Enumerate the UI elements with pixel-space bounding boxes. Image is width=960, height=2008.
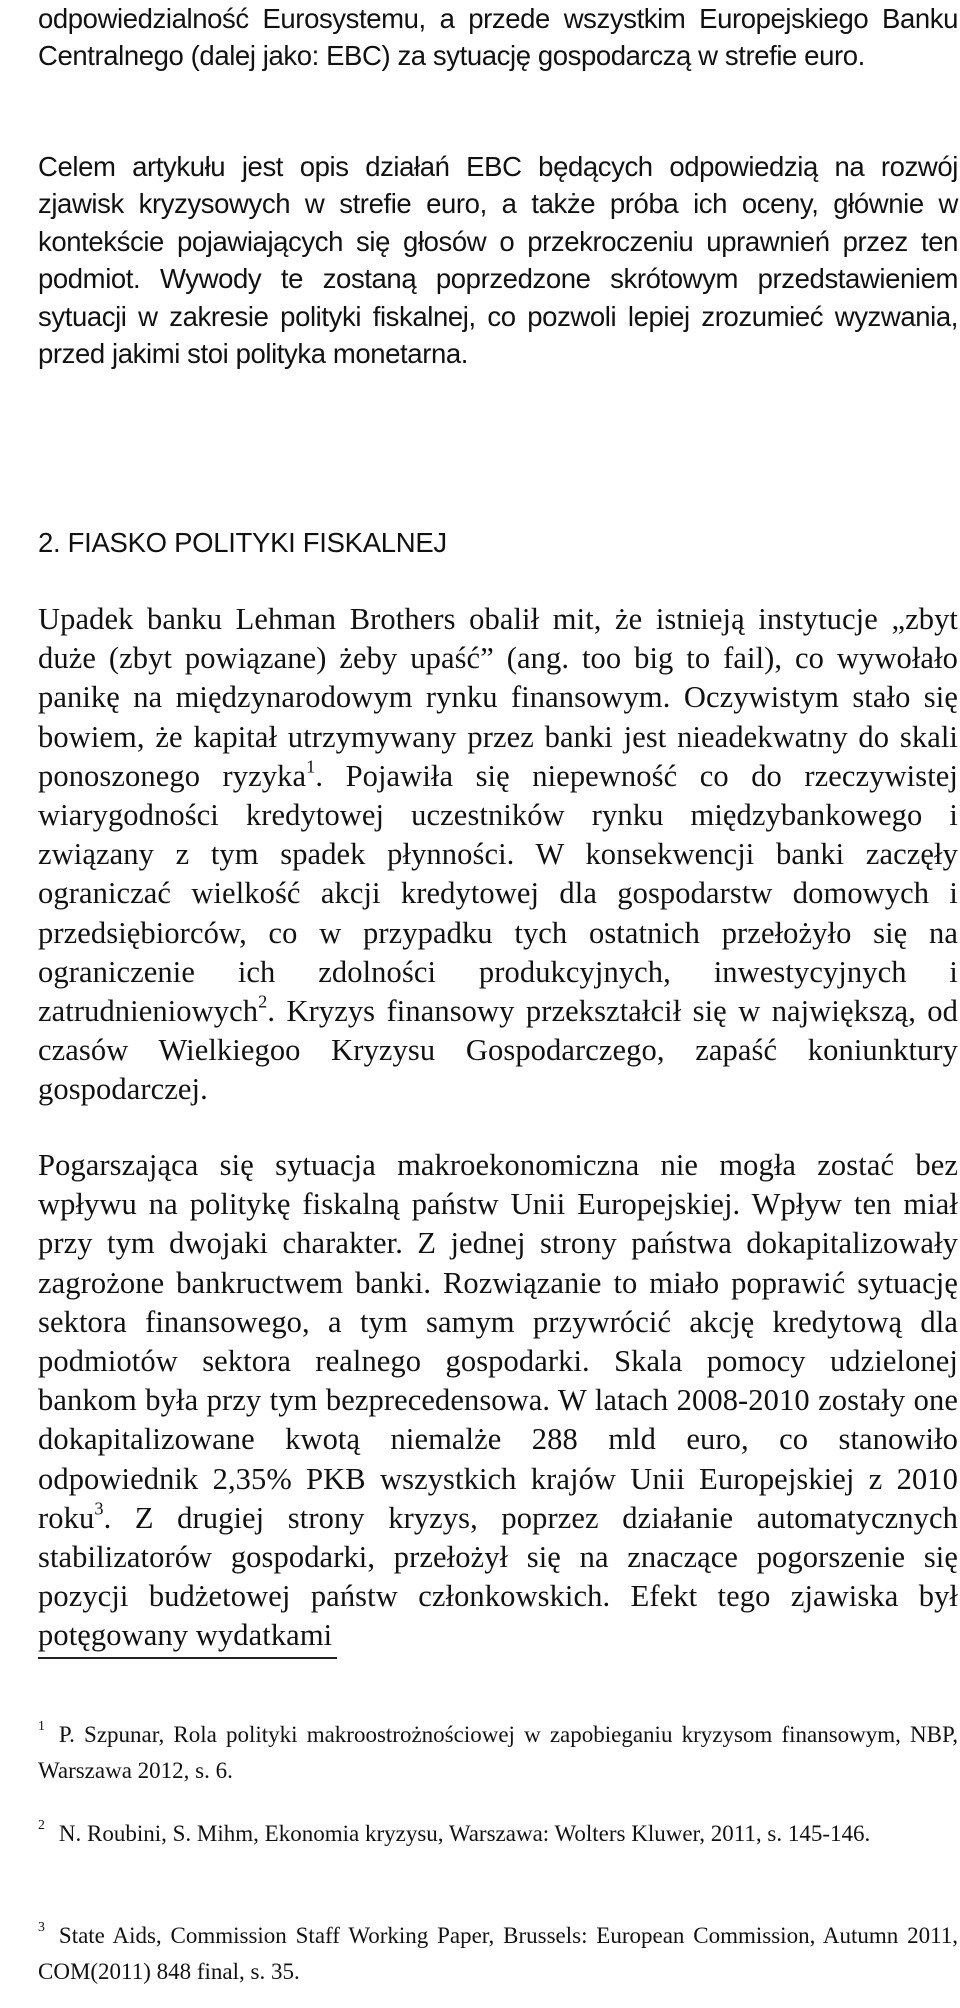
paragraph-text: Pogarszająca się sytuacja makroekonomiczna nie mogła zostać bez wpływu na politykę fiskalną państw Unii Europejskiej. Wpływ ten miał przy tym dwojaki charakter. Z jednej strony państwa dokapitalizowały zagrożone bankructwem banki. Rozwiązanie to miało poprawić sytuację sektora finansowego, a tym samym przywrócić akcję kredytową dla podmiotów sektora realnego gospodarki. Skala pomocy udzielonej bankom była przy tym bezprecedensowa. W latach 2008-2010 zostały one dokapitalizowane kwotą niemalże 288 mld euro, co stanowiło odpowiednik 2,35% PKB wszystkich krajów Unii Europejskiej z 2010 roku — [38, 1148, 958, 1535]
footnote-1 — [38, 1717, 958, 1788]
paragraph-text: . Kryzys finansowy przekształcił się w największą, od czasów Wielkiegoo Kryzysu Gospodarczego, zapaść koniunktury gospodarczej. — [38, 994, 958, 1107]
footnote-number: 3 — [38, 1919, 45, 1935]
intro-paragraph-continued: odpowiedzialność Eurosystemu, a przede wszystkim Europejskiego Banku Centralnego (dalej jako: EBC) za sytuację gospodarczą w strefie euro. — [38, 3, 958, 72]
footnote-2 — [38, 1816, 958, 1852]
footnote-number: 2 — [38, 1817, 45, 1833]
article-purpose-paragraph: Celem artykułu jest opis działań EBC będących odpowiedzią na rozwój zjawisk kryzysowych w strefie euro, a także próba ich oceny, głównie w kontekście pojawiających się głosów o przekroczeniu uprawnień przez ten podmiot. Wywody te zostaną poprzedzone skrótowym przedstawieniem sytuacji w zakresie polityki fiskalnej, co pozwoli lepiej zrozumieć wyzwania, przed jakimi stoi polityka monetarna. — [38, 151, 958, 370]
footnote-text: N. Roubini, S. Mihm, Ekonomia kryzysu, Warszawa: Wolters Kluwer, 2011, s. 145-146. — [58, 1821, 871, 1846]
paragraph-text: . Pojawiła się niepewność co do rzeczywistej wiarygodności kredytowej uczestników rynku międzybankowego i związany z tym spadek płynności. W konsekwencji banki zaczęły ograniczać wielkość akcji kredytowej dla gospodarstw domowych i przedsiębiorców, co w przypadku tych ostatnich przełożyło się na ograniczenie ich zdolności produkcyjnych, inwestycyjnych i zatrudnieniowych — [38, 758, 958, 1029]
footnote-reference-1[interactable]: 1 — [306, 756, 316, 777]
section-paragraph-2 — [38, 1146, 958, 1656]
footnote-separator — [38, 1657, 337, 1659]
footnote-number: 1 — [38, 1718, 45, 1734]
footnote-3 — [38, 1918, 958, 1989]
footnote-text: State Aids, Commission Staff Working Paper, Brussels: European Commission, Autumn 2011, COM(2011) 848 final, s. 35. — [38, 1923, 958, 1984]
paragraph-text: . Z drugiej strony kryzys, poprzez działanie automatycznych stabilizatorów gospodarki, przełożył się na znaczące pogorszenie się pozycji budżetowej państw członkowskich. Efekt tego zjawiska był potęgowany wydatkami — [38, 1500, 958, 1653]
section-paragraph-1 — [38, 600, 958, 1110]
section-heading: 2. FIASKO POLITYKI FISKALNEJ — [38, 527, 447, 558]
footnote-reference-2[interactable]: 2 — [258, 991, 268, 1012]
footnote-reference-3[interactable]: 3 — [94, 1498, 104, 1519]
paragraph-text: Upadek banku Lehman Brothers obalił mit, że istnieją instytucje „zbyt duże (zbyt powiązane) żeby upaść” (ang. too big to fail), co wywołało panikę na międzynarodowym rynku finansowym. Oczywistym stało się bowiem, że kapitał utrzymywany przez banki jest nieadekwatny do skali ponoszonego ryzyka — [38, 602, 958, 793]
footnote-text: P. Szpunar, Rola polityki makroostrożnościowej w zapobieganiu kryzysom finansowym, NBP, Warszawa 2012, s. 6. — [38, 1722, 958, 1783]
